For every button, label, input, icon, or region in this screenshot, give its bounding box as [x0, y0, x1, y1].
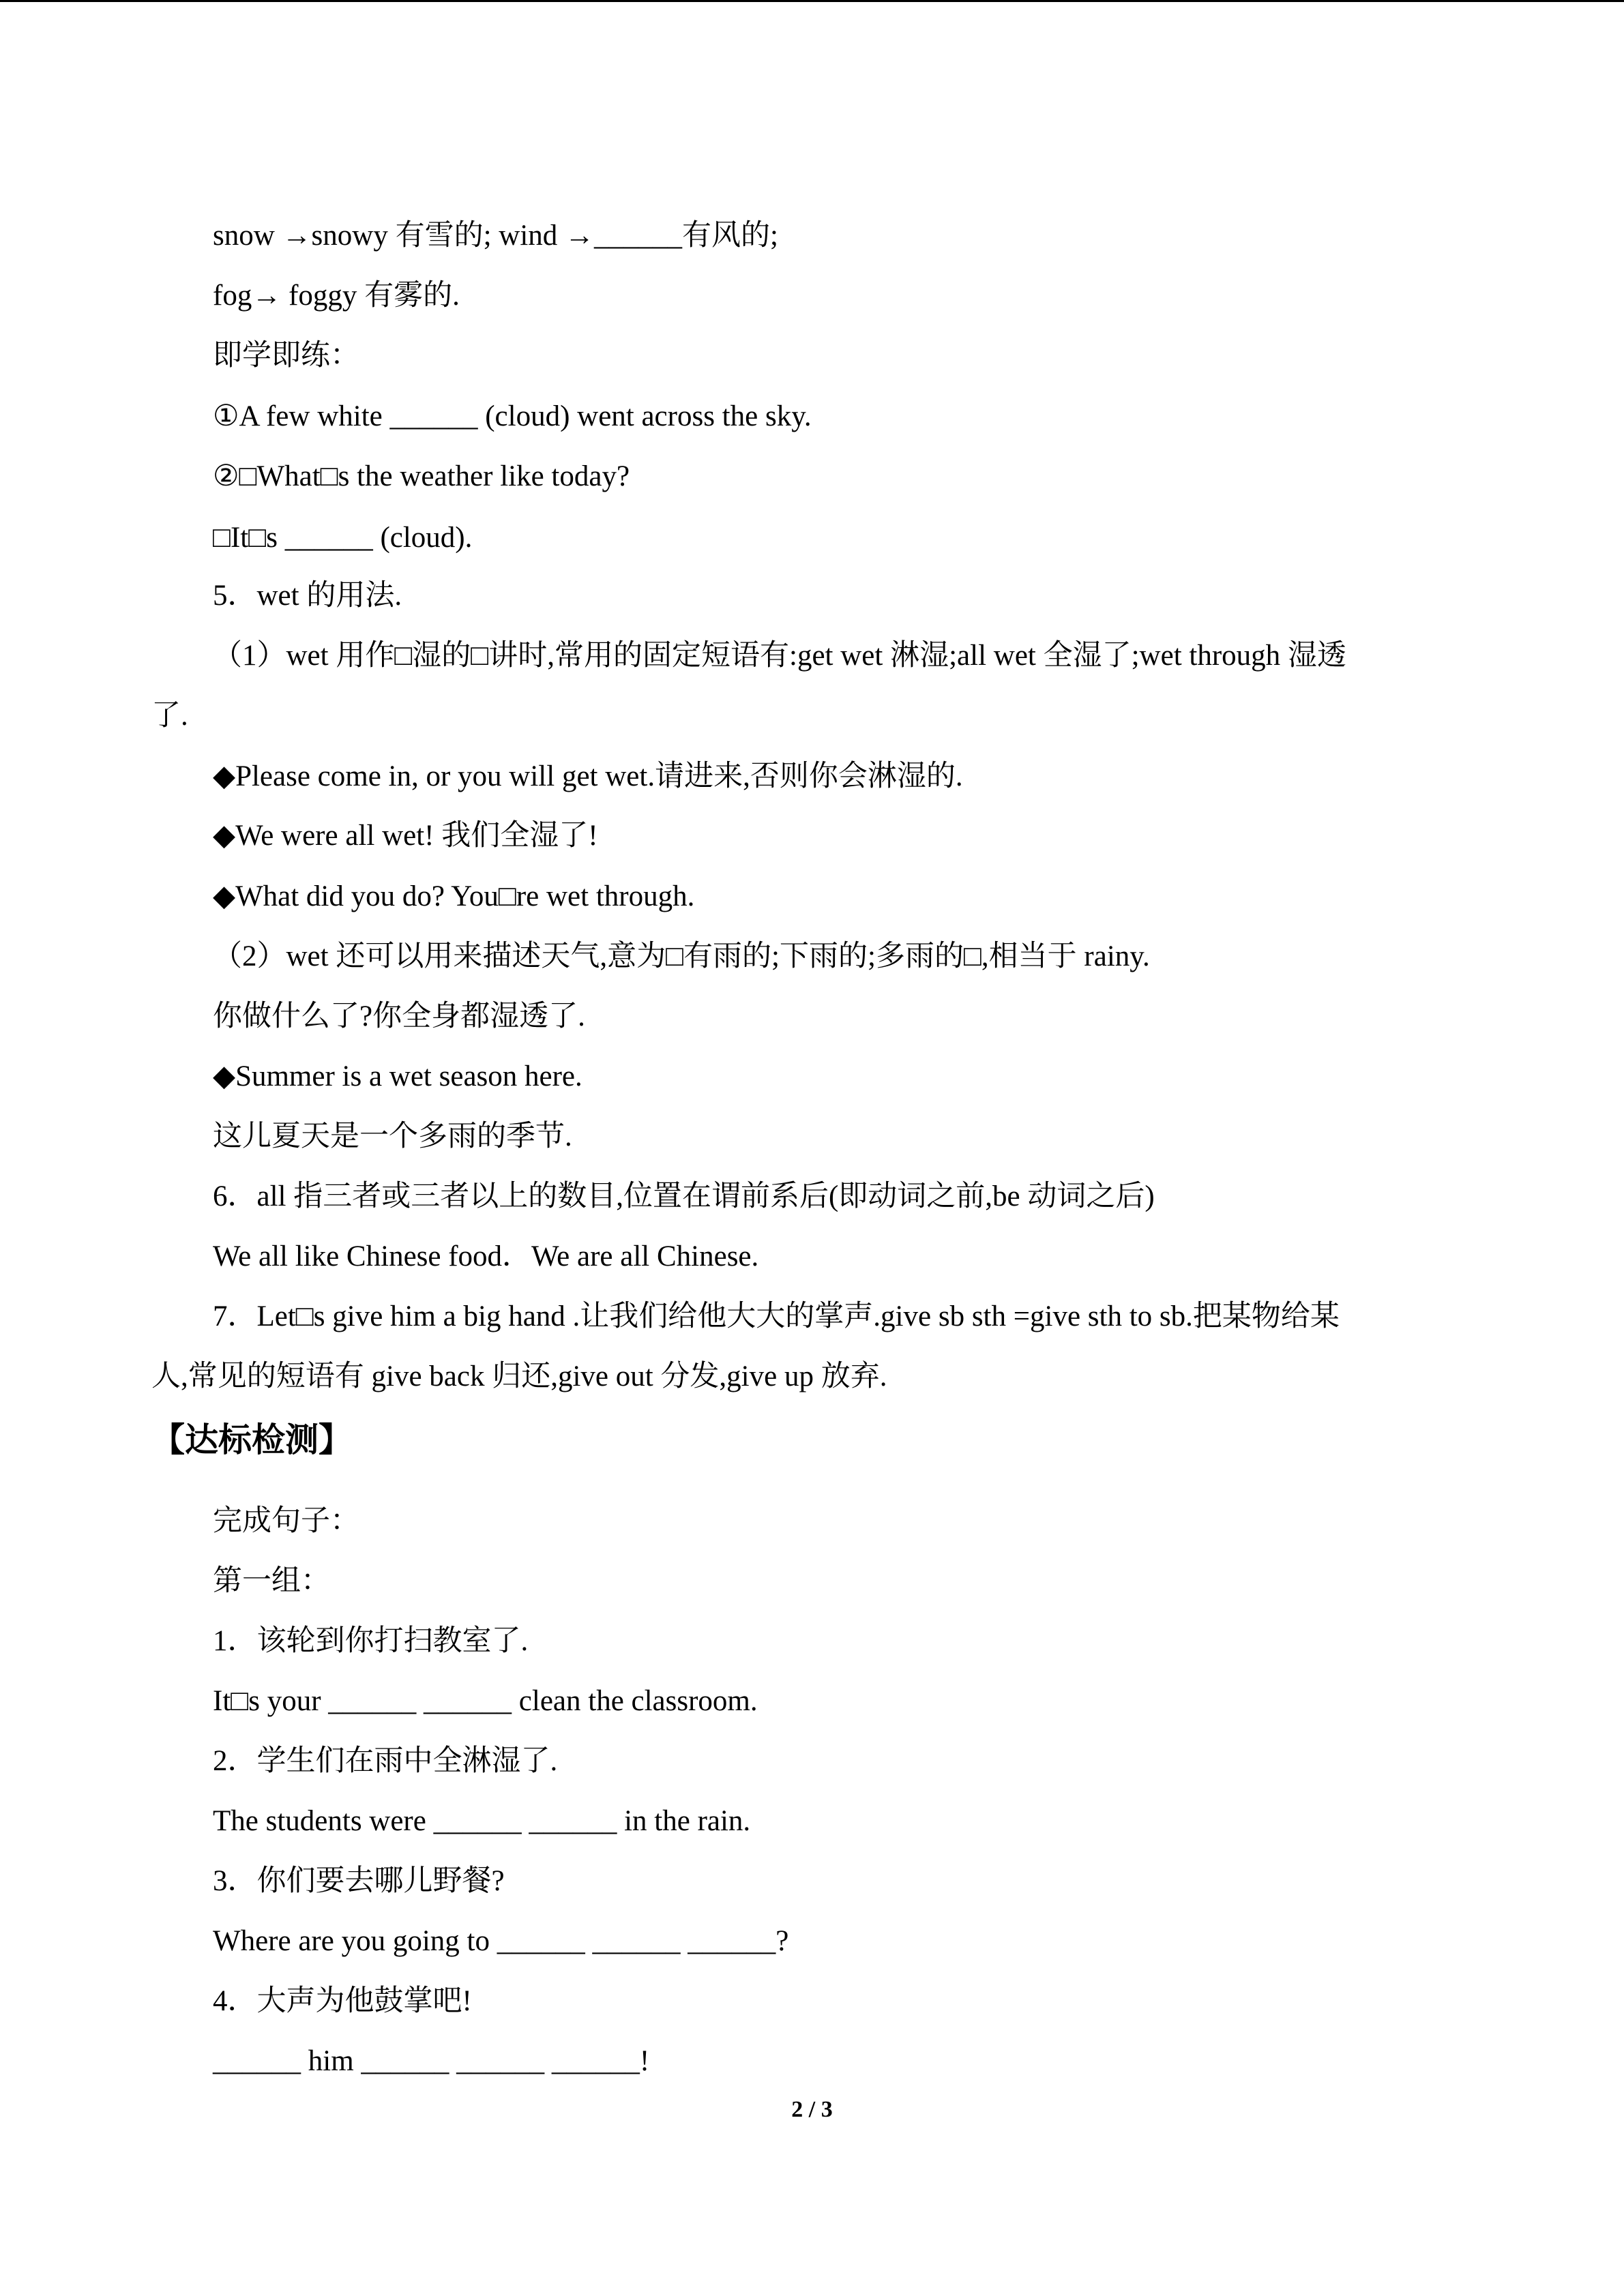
exercise-line: The students were ______ ______ in the rain.: [213, 1805, 751, 1837]
exercise-line: 4．大声为他鼓掌吧!: [213, 1985, 472, 2017]
exercise-line: 第一组：: [213, 1565, 330, 1597]
exercise-line: It□s your ______ ______ clean the classroom.: [213, 1685, 758, 1717]
text-line: 你做什么了?你全身都湿透了.: [213, 1000, 585, 1032]
text-line: 即学即练：: [213, 340, 359, 372]
text-line: □It□s ______ (cloud).: [213, 522, 473, 554]
text-line: 6．all 指三者或三者以上的数目,位置在谓前系后(即动词之前,be 动词之后): [213, 1180, 1155, 1212]
page-top-border: [0, 0, 1624, 2]
text-line: ◆Please come in, or you will get wet.请进来,否则你会淋湿的.: [213, 760, 963, 792]
text-line: fog→ foggy 有雾的.: [213, 280, 460, 312]
section-heading: 【达标检测】: [151, 1422, 353, 1459]
exercise-line: 2．学生们在雨中全淋湿了.: [213, 1745, 558, 1777]
text-line: We all like Chinese food．We are all Chinese.: [213, 1240, 759, 1272]
exercise-line: 完成句子：: [213, 1505, 359, 1537]
text-line: ②□What□s the weather like today?: [213, 460, 630, 492]
exercise-line: 3．你们要去哪儿野餐?: [213, 1865, 505, 1897]
exercise-line: ______ him ______ ______ ______!: [213, 2045, 650, 2077]
text-line: （1）wet 用作□湿的□讲时,常用的固定短语有:get wet 淋湿;all wet 全湿了;wet through 湿透: [213, 640, 1346, 672]
text-line: snow →snowy 有雪的; wind →______有风的;: [213, 220, 778, 252]
text-line: 了.: [151, 700, 188, 732]
page-number: 2 / 3: [791, 2097, 833, 2122]
text-line: ◆What did you do? You□re wet through.: [213, 880, 695, 912]
text-line: 7．Let□s give him a big hand .让我们给他大大的掌声.give sb sth =give sth to sb.把某物给某: [213, 1300, 1340, 1332]
text-line: ①A few white ______ (cloud) went across the sky.: [213, 400, 812, 432]
text-line: ◆We were all wet! 我们全湿了!: [213, 820, 598, 852]
text-line: ◆Summer is a wet season here.: [213, 1060, 582, 1092]
text-line: （2）wet 还可以用来描述天气,意为□有雨的;下雨的;多雨的□,相当于 rainy.: [213, 940, 1150, 972]
exercise-line: Where are you going to ______ ______ ______?: [213, 1925, 789, 1957]
exercise-line: 1．该轮到你打扫教室了.: [213, 1625, 529, 1657]
text-line: 人,常见的短语有 give back 归还,give out 分发,give up 放弃.: [151, 1360, 887, 1392]
text-line: 5．wet 的用法.: [213, 580, 402, 612]
text-line: 这儿夏天是一个多雨的季节.: [213, 1120, 572, 1152]
